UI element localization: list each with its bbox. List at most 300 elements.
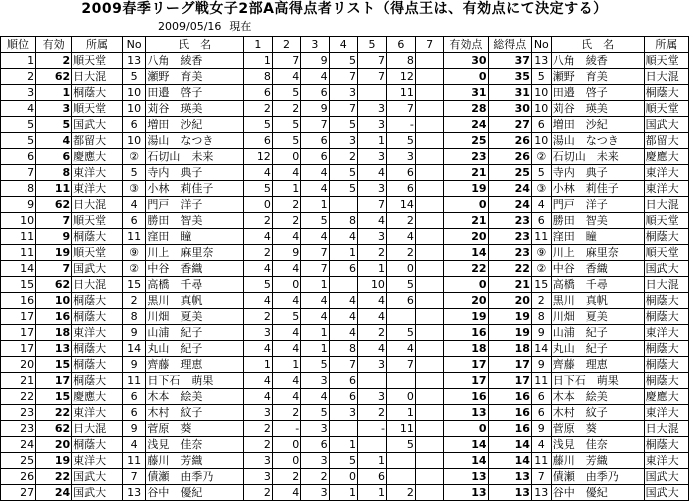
cell-game-4: 1 bbox=[329, 245, 357, 261]
table-row bbox=[1, 309, 689, 325]
cell-total-points: 25 bbox=[488, 165, 531, 181]
cell-game-1: 3 bbox=[243, 469, 272, 485]
cell-game-4: 7 bbox=[329, 357, 357, 373]
cell-effective-points: 0 bbox=[444, 69, 488, 85]
table-row bbox=[1, 421, 689, 437]
cell-game-3: 5 bbox=[301, 357, 329, 373]
cell-number: 9 bbox=[122, 421, 146, 437]
cell-player-name-repeat: 木村 紋子 bbox=[551, 405, 644, 421]
cell-effective-rank: 8 bbox=[36, 165, 72, 181]
cell-game-6: 2 bbox=[386, 245, 415, 261]
cell-game-5: 3 bbox=[357, 117, 386, 133]
cell-team: 都留大 bbox=[72, 133, 123, 149]
cell-game-4 bbox=[329, 197, 357, 213]
cell-game-7 bbox=[415, 277, 443, 293]
cell-total-points: 13 bbox=[488, 469, 531, 485]
cell-effective-rank: 15 bbox=[36, 357, 72, 373]
cell-effective-rank: 22 bbox=[36, 405, 72, 421]
cell-team: 桐蔭大 bbox=[72, 293, 123, 309]
cell-game-2: 0 bbox=[272, 453, 300, 469]
cell-game-2: 4 bbox=[272, 261, 300, 277]
cell-game-4: 5 bbox=[329, 165, 357, 181]
cell-player-name: 黒川 真帆 bbox=[146, 293, 244, 309]
cell-number-repeat: 15 bbox=[531, 277, 551, 293]
cell-game-5: 3 bbox=[357, 229, 386, 245]
cell-effective-rank: 20 bbox=[36, 437, 72, 453]
header-player-name: 氏 名 bbox=[146, 37, 244, 53]
cell-rank: 2 bbox=[1, 69, 36, 85]
cell-game-7 bbox=[415, 101, 443, 117]
table-row bbox=[1, 293, 689, 309]
cell-number: ② bbox=[122, 149, 146, 165]
cell-player-name: 窪田 瞳 bbox=[146, 229, 244, 245]
cell-game-7 bbox=[415, 213, 443, 229]
cell-number: 6 bbox=[122, 213, 146, 229]
cell-team-repeat: 東洋大 bbox=[644, 325, 688, 341]
cell-game-4: 8 bbox=[329, 213, 357, 229]
cell-team: 順天堂 bbox=[72, 53, 123, 69]
cell-total-points: 22 bbox=[488, 261, 531, 277]
cell-game-1: 6 bbox=[243, 85, 272, 101]
cell-effective-rank: 13 bbox=[36, 341, 72, 357]
table-row bbox=[1, 69, 689, 85]
cell-player-name: 小林 莉佳子 bbox=[146, 181, 244, 197]
cell-team-repeat: 東洋大 bbox=[644, 165, 688, 181]
cell-effective-points: 0 bbox=[444, 197, 488, 213]
cell-effective-rank: 5 bbox=[36, 117, 72, 133]
cell-number-repeat: 6 bbox=[531, 117, 551, 133]
cell-number-repeat: 10 bbox=[531, 101, 551, 117]
cell-game-6 bbox=[386, 453, 415, 469]
table-row bbox=[1, 325, 689, 341]
cell-team: 東洋大 bbox=[72, 181, 123, 197]
cell-team-repeat: 慶應大 bbox=[644, 149, 688, 165]
cell-effective-points: 24 bbox=[444, 117, 488, 133]
cell-player-name: 勝田 智美 bbox=[146, 213, 244, 229]
cell-game-2: 4 bbox=[272, 229, 300, 245]
page-title: 2009春季リーグ戦女子2部A高得点者リスト（得点王は、有効点にて決定する） bbox=[81, 1, 608, 17]
cell-player-name-repeat: 債瀬 由季乃 bbox=[551, 469, 644, 485]
cell-game-3: 7 bbox=[301, 117, 329, 133]
cell-game-2: 0 bbox=[272, 437, 300, 453]
cell-rank: 24 bbox=[1, 437, 36, 453]
cell-team-repeat: 日大混 bbox=[644, 197, 688, 213]
cell-game-4: 1 bbox=[329, 485, 357, 501]
cell-number: 14 bbox=[122, 341, 146, 357]
cell-game-7 bbox=[415, 197, 443, 213]
cell-effective-points: 21 bbox=[444, 165, 488, 181]
cell-team-repeat: 桐蔭大 bbox=[644, 341, 688, 357]
table-row bbox=[1, 485, 689, 501]
cell-game-4: 5 bbox=[329, 181, 357, 197]
cell-effective-points: 18 bbox=[444, 341, 488, 357]
cell-game-7 bbox=[415, 373, 443, 389]
cell-player-name: 高橋 千尋 bbox=[146, 277, 244, 293]
cell-game-7 bbox=[415, 389, 443, 405]
cell-game-4: 6 bbox=[329, 261, 357, 277]
cell-effective-rank: 7 bbox=[36, 261, 72, 277]
cell-game-3: 3 bbox=[301, 373, 329, 389]
cell-game-1: 4 bbox=[243, 341, 272, 357]
cell-effective-points: 17 bbox=[444, 373, 488, 389]
cell-player-name-repeat: 増田 沙紀 bbox=[551, 117, 644, 133]
cell-game-2: 2 bbox=[272, 469, 300, 485]
cell-team-repeat: 日大混 bbox=[644, 69, 688, 85]
cell-game-2: 4 bbox=[272, 485, 300, 501]
cell-game-7 bbox=[415, 181, 443, 197]
cell-total-points: 23 bbox=[488, 229, 531, 245]
cell-number-repeat: 13 bbox=[531, 53, 551, 69]
cell-player-name-repeat: 高橋 千尋 bbox=[551, 277, 644, 293]
cell-game-6: 6 bbox=[386, 165, 415, 181]
cell-number-repeat: 5 bbox=[531, 165, 551, 181]
cell-game-6: 0 bbox=[386, 389, 415, 405]
cell-player-name-repeat: 齊藤 理恵 bbox=[551, 357, 644, 373]
cell-number: 10 bbox=[122, 85, 146, 101]
cell-rank: 23 bbox=[1, 421, 36, 437]
cell-game-7 bbox=[415, 453, 443, 469]
cell-number: 5 bbox=[122, 165, 146, 181]
table-row bbox=[1, 53, 689, 69]
cell-team: 国武大 bbox=[72, 485, 123, 501]
cell-team: 国武大 bbox=[72, 117, 123, 133]
cell-player-name: 中谷 香織 bbox=[146, 261, 244, 277]
cell-rank: 22 bbox=[1, 389, 36, 405]
cell-game-4 bbox=[329, 277, 357, 293]
cell-game-5: 3 bbox=[357, 357, 386, 373]
cell-game-3: 6 bbox=[301, 149, 329, 165]
cell-number-repeat: 4 bbox=[531, 437, 551, 453]
cell-game-6: 0 bbox=[386, 261, 415, 277]
cell-game-7 bbox=[415, 261, 443, 277]
cell-game-3: 6 bbox=[301, 133, 329, 149]
cell-player-name: 瀬野 育美 bbox=[146, 69, 244, 85]
cell-game-7 bbox=[415, 229, 443, 245]
cell-effective-points: 13 bbox=[444, 485, 488, 501]
cell-number-repeat: 7 bbox=[531, 469, 551, 485]
cell-game-7 bbox=[415, 245, 443, 261]
cell-game-5: 10 bbox=[357, 277, 386, 293]
cell-game-3: 9 bbox=[301, 101, 329, 117]
cell-game-2: 5 bbox=[272, 85, 300, 101]
cell-player-name: 八角 綾香 bbox=[146, 53, 244, 69]
cell-number: 10 bbox=[122, 133, 146, 149]
cell-game-5: 3 bbox=[357, 149, 386, 165]
cell-game-3: 5 bbox=[301, 213, 329, 229]
cell-team-repeat: 桐蔭大 bbox=[644, 357, 688, 373]
cell-game-1: 4 bbox=[243, 261, 272, 277]
cell-game-6: 11 bbox=[386, 85, 415, 101]
cell-total-points: 24 bbox=[488, 197, 531, 213]
header-total-points: 総得点 bbox=[488, 37, 531, 53]
cell-game-1: 3 bbox=[243, 405, 272, 421]
cell-total-points: 30 bbox=[488, 101, 531, 117]
cell-number-repeat: 11 bbox=[531, 229, 551, 245]
cell-game-4: 4 bbox=[329, 229, 357, 245]
cell-effective-rank: 62 bbox=[36, 421, 72, 437]
cell-effective-rank: 6 bbox=[36, 149, 72, 165]
cell-effective-points: 0 bbox=[444, 421, 488, 437]
cell-game-1: 2 bbox=[243, 309, 272, 325]
table-row bbox=[1, 165, 689, 181]
cell-effective-points: 31 bbox=[444, 85, 488, 101]
cell-player-name-repeat: 寺内 典子 bbox=[551, 165, 644, 181]
cell-team-repeat: 国武大 bbox=[644, 469, 688, 485]
cell-effective-points: 22 bbox=[444, 261, 488, 277]
cell-effective-rank: 19 bbox=[36, 453, 72, 469]
cell-rank: 9 bbox=[1, 197, 36, 213]
cell-total-points: 27 bbox=[488, 117, 531, 133]
cell-rank: 14 bbox=[1, 261, 36, 277]
cell-game-5: 4 bbox=[357, 213, 386, 229]
cell-game-2: 4 bbox=[272, 325, 300, 341]
cell-effective-points: 20 bbox=[444, 229, 488, 245]
cell-game-6: 7 bbox=[386, 101, 415, 117]
header-game-1: 1 bbox=[243, 37, 272, 53]
cell-game-3: 4 bbox=[301, 309, 329, 325]
cell-game-2: 2 bbox=[272, 197, 300, 213]
cell-player-name: 日下石 萌果 bbox=[146, 373, 244, 389]
cell-game-1: 2 bbox=[243, 245, 272, 261]
cell-effective-points: 20 bbox=[444, 293, 488, 309]
cell-number-repeat: ② bbox=[531, 261, 551, 277]
cell-game-2: 2 bbox=[272, 405, 300, 421]
cell-game-6: 4 bbox=[386, 341, 415, 357]
cell-team-repeat: 桐蔭大 bbox=[644, 85, 688, 101]
cell-team-repeat: 桐蔭大 bbox=[644, 293, 688, 309]
cell-effective-rank: 11 bbox=[36, 181, 72, 197]
cell-game-2: 4 bbox=[272, 373, 300, 389]
cell-number: 9 bbox=[122, 357, 146, 373]
cell-game-3: 4 bbox=[301, 69, 329, 85]
cell-team: 東洋大 bbox=[72, 453, 123, 469]
cell-game-5: 7 bbox=[357, 69, 386, 85]
cell-effective-points: 14 bbox=[444, 453, 488, 469]
cell-effective-points: 14 bbox=[444, 245, 488, 261]
date-suffix: 現在 bbox=[229, 20, 252, 33]
cell-game-3: 6 bbox=[301, 437, 329, 453]
cell-rank: 26 bbox=[1, 469, 36, 485]
cell-effective-rank: 4 bbox=[36, 133, 72, 149]
cell-total-points: 26 bbox=[488, 149, 531, 165]
cell-number-repeat: ③ bbox=[531, 181, 551, 197]
date-line bbox=[158, 20, 259, 34]
cell-game-3: 7 bbox=[301, 245, 329, 261]
cell-game-1: 4 bbox=[243, 373, 272, 389]
cell-player-name-repeat: 丸山 紀子 bbox=[551, 341, 644, 357]
cell-number-repeat: 8 bbox=[531, 309, 551, 325]
cell-game-2: 4 bbox=[272, 293, 300, 309]
table-row bbox=[1, 245, 689, 261]
cell-player-name: 増田 沙紀 bbox=[146, 117, 244, 133]
cell-game-6: 14 bbox=[386, 197, 415, 213]
cell-team-repeat: 順天堂 bbox=[644, 245, 688, 261]
cell-rank: 16 bbox=[1, 293, 36, 309]
cell-game-1: 5 bbox=[243, 181, 272, 197]
cell-game-4: 6 bbox=[329, 373, 357, 389]
cell-game-5: 6 bbox=[357, 469, 386, 485]
cell-rank: 15 bbox=[1, 277, 36, 293]
cell-rank: 17 bbox=[1, 341, 36, 357]
cell-total-points: 24 bbox=[488, 181, 531, 197]
cell-player-name: 石切山 未来 bbox=[146, 149, 244, 165]
cell-team: 桐蔭大 bbox=[72, 357, 123, 373]
cell-game-4: 3 bbox=[329, 405, 357, 421]
header-team: 所属 bbox=[72, 37, 123, 53]
cell-effective-points: 23 bbox=[444, 149, 488, 165]
cell-game-7 bbox=[415, 325, 443, 341]
cell-game-3: 4 bbox=[301, 229, 329, 245]
cell-total-points: 16 bbox=[488, 405, 531, 421]
cell-team-repeat: 国武大 bbox=[644, 485, 688, 501]
cell-player-name-repeat: 八角 綾香 bbox=[551, 53, 644, 69]
cell-effective-rank: 3 bbox=[36, 101, 72, 117]
cell-game-6: 4 bbox=[386, 229, 415, 245]
cell-game-3: 6 bbox=[301, 85, 329, 101]
cell-team: 桐蔭大 bbox=[72, 373, 123, 389]
cell-player-name-repeat: 勝田 智美 bbox=[551, 213, 644, 229]
cell-game-7 bbox=[415, 133, 443, 149]
cell-game-6 bbox=[386, 373, 415, 389]
cell-player-name-repeat: 中谷 香織 bbox=[551, 261, 644, 277]
cell-team: 日大混 bbox=[72, 197, 123, 213]
header-number: No bbox=[122, 37, 146, 53]
cell-game-1: 3 bbox=[243, 325, 272, 341]
header-game-2: 2 bbox=[272, 37, 300, 53]
cell-game-5: 3 bbox=[357, 389, 386, 405]
cell-player-name: 川上 麻里奈 bbox=[146, 245, 244, 261]
cell-game-1: 1 bbox=[243, 53, 272, 69]
cell-player-name: 菅原 葵 bbox=[146, 421, 244, 437]
cell-player-name: 浅見 佳奈 bbox=[146, 437, 244, 453]
cell-player-name-repeat: 田邉 啓子 bbox=[551, 85, 644, 101]
cell-game-3: 3 bbox=[301, 485, 329, 501]
cell-game-7 bbox=[415, 85, 443, 101]
cell-game-5: 2 bbox=[357, 405, 386, 421]
cell-effective-rank: 62 bbox=[36, 197, 72, 213]
cell-game-4: 4 bbox=[329, 325, 357, 341]
cell-game-6 bbox=[386, 469, 415, 485]
table-row bbox=[1, 277, 689, 293]
cell-total-points: 23 bbox=[488, 245, 531, 261]
cell-game-5: 1 bbox=[357, 133, 386, 149]
cell-team: 桐蔭大 bbox=[72, 85, 123, 101]
table-row bbox=[1, 213, 689, 229]
cell-game-4: 1 bbox=[329, 437, 357, 453]
cell-game-1: 12 bbox=[243, 149, 272, 165]
cell-game-5 bbox=[357, 85, 386, 101]
cell-game-1: 2 bbox=[243, 101, 272, 117]
cell-team-repeat: 日大混 bbox=[644, 277, 688, 293]
cell-player-name-repeat: 藤川 芳織 bbox=[551, 453, 644, 469]
cell-number: 6 bbox=[122, 405, 146, 421]
cell-game-2: 5 bbox=[272, 117, 300, 133]
cell-game-2: 4 bbox=[272, 341, 300, 357]
cell-game-6: 12 bbox=[386, 69, 415, 85]
cell-player-name: 債瀬 由季乃 bbox=[146, 469, 244, 485]
cell-game-4: 7 bbox=[329, 101, 357, 117]
cell-team: 東洋大 bbox=[72, 405, 123, 421]
cell-player-name-repeat: 苅谷 瑛美 bbox=[551, 101, 644, 117]
cell-game-6: 6 bbox=[386, 293, 415, 309]
cell-team: 日大混 bbox=[72, 277, 123, 293]
cell-rank: 4 bbox=[1, 101, 36, 117]
cell-team: 国武大 bbox=[72, 261, 123, 277]
cell-total-points: 17 bbox=[488, 357, 531, 373]
cell-rank: 17 bbox=[1, 309, 36, 325]
table-row bbox=[1, 373, 689, 389]
cell-effective-rank: 18 bbox=[36, 325, 72, 341]
cell-game-4: 0 bbox=[329, 469, 357, 485]
cell-team-repeat: 都留大 bbox=[644, 133, 688, 149]
cell-effective-points: 13 bbox=[444, 405, 488, 421]
cell-rank: 17 bbox=[1, 325, 36, 341]
cell-game-6: 5 bbox=[386, 325, 415, 341]
cell-total-points: 20 bbox=[488, 293, 531, 309]
cell-rank: 3 bbox=[1, 85, 36, 101]
table-row bbox=[1, 133, 689, 149]
cell-number-repeat: 9 bbox=[531, 325, 551, 341]
cell-game-3: 1 bbox=[301, 197, 329, 213]
cell-effective-points: 17 bbox=[444, 357, 488, 373]
cell-game-7 bbox=[415, 357, 443, 373]
cell-player-name: 田邉 啓子 bbox=[146, 85, 244, 101]
cell-effective-rank: 1 bbox=[36, 85, 72, 101]
cell-team-repeat: 桐蔭大 bbox=[644, 229, 688, 245]
cell-game-7 bbox=[415, 405, 443, 421]
cell-rank: 6 bbox=[1, 149, 36, 165]
cell-team-repeat: 順天堂 bbox=[644, 213, 688, 229]
cell-game-5: - bbox=[357, 421, 386, 437]
header-number-repeat: No bbox=[531, 37, 551, 53]
cell-player-name: 門戸 洋子 bbox=[146, 197, 244, 213]
cell-team: 日大混 bbox=[72, 69, 123, 85]
cell-game-1: 2 bbox=[243, 485, 272, 501]
cell-game-2: 5 bbox=[272, 309, 300, 325]
table-row bbox=[1, 357, 689, 373]
cell-game-1: 4 bbox=[243, 293, 272, 309]
cell-game-3: 7 bbox=[301, 261, 329, 277]
cell-total-points: 16 bbox=[488, 389, 531, 405]
cell-game-4: 3 bbox=[329, 133, 357, 149]
cell-rank: 7 bbox=[1, 165, 36, 181]
cell-effective-rank: 22 bbox=[36, 469, 72, 485]
table-row bbox=[1, 149, 689, 165]
cell-number-repeat: 11 bbox=[531, 453, 551, 469]
cell-game-1: 2 bbox=[243, 213, 272, 229]
cell-game-4: 2 bbox=[329, 149, 357, 165]
cell-total-points: 19 bbox=[488, 325, 531, 341]
cell-effective-points: 28 bbox=[444, 101, 488, 117]
cell-game-4: 7 bbox=[329, 69, 357, 85]
table-row bbox=[1, 341, 689, 357]
cell-game-1: 2 bbox=[243, 437, 272, 453]
table-row bbox=[1, 389, 689, 405]
cell-game-6: 3 bbox=[386, 149, 415, 165]
cell-game-3: 3 bbox=[301, 453, 329, 469]
cell-game-4: 5 bbox=[329, 53, 357, 69]
cell-game-5: 1 bbox=[357, 485, 386, 501]
cell-number: 13 bbox=[122, 485, 146, 501]
cell-effective-rank: 62 bbox=[36, 69, 72, 85]
cell-player-name: 川畑 夏美 bbox=[146, 309, 244, 325]
cell-team-repeat: 順天堂 bbox=[644, 53, 688, 69]
cell-game-5: 3 bbox=[357, 101, 386, 117]
cell-rank: 5 bbox=[1, 133, 36, 149]
cell-game-2: 1 bbox=[272, 181, 300, 197]
cell-effective-rank: 9 bbox=[36, 229, 72, 245]
cell-number: 4 bbox=[122, 437, 146, 453]
